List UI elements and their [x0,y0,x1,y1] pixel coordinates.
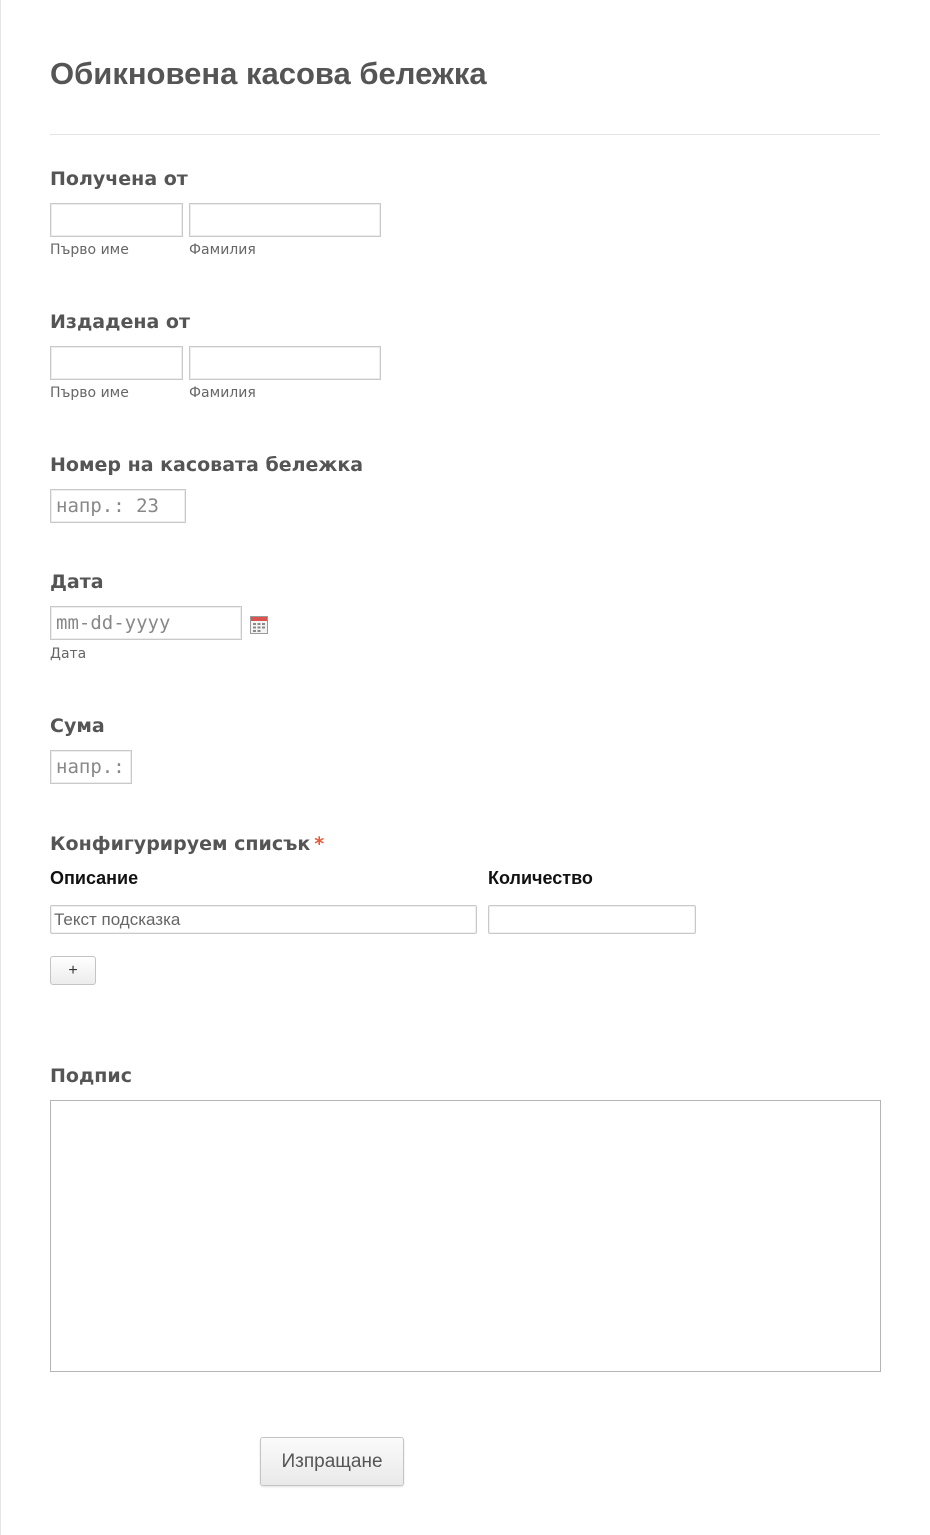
received-from-last-name-input[interactable] [189,203,381,237]
header-divider [50,134,880,135]
issued-by-last-name-sublabel: Фамилия [189,385,256,401]
receipt-number-label: Номер на касовата бележка [50,454,364,476]
signature-pad[interactable] [50,1100,881,1372]
issued-by-first-name-input[interactable] [50,346,183,380]
column-header-description: Описание [50,868,139,888]
amount-label: Сума [50,715,105,737]
issued-by-label: Издадена от [50,311,190,333]
receipt-number-input[interactable] [50,489,186,523]
date-label: Дата [50,571,104,593]
date-input[interactable] [50,606,242,640]
list-row-quantity-input[interactable] [488,905,696,934]
required-asterisk: * [314,833,325,855]
add-row-button[interactable]: + [50,956,96,985]
received-from-last-name-sublabel: Фамилия [189,242,256,258]
signature-label: Подпис [50,1065,133,1087]
configurable-list-label-text: Конфигурируем списък [50,833,311,855]
received-from-label: Получена от [50,168,188,190]
date-sublabel: Дата [50,646,87,662]
issued-by-last-name-input[interactable] [189,346,381,380]
submit-button[interactable]: Изпращане [260,1437,404,1486]
configurable-list-label [50,833,324,855]
amount-input[interactable] [50,750,132,784]
received-from-first-name-sublabel: Първо име [50,242,129,258]
issued-by-first-name-sublabel: Първо име [50,385,129,401]
page-edge-line [0,0,1,1535]
column-header-quantity: Количество [488,868,593,888]
received-from-first-name-input[interactable] [50,203,183,237]
form-title: Обикновена касова бележка [50,56,487,91]
calendar-icon[interactable] [250,616,268,634]
list-row-description-input[interactable] [50,905,477,934]
